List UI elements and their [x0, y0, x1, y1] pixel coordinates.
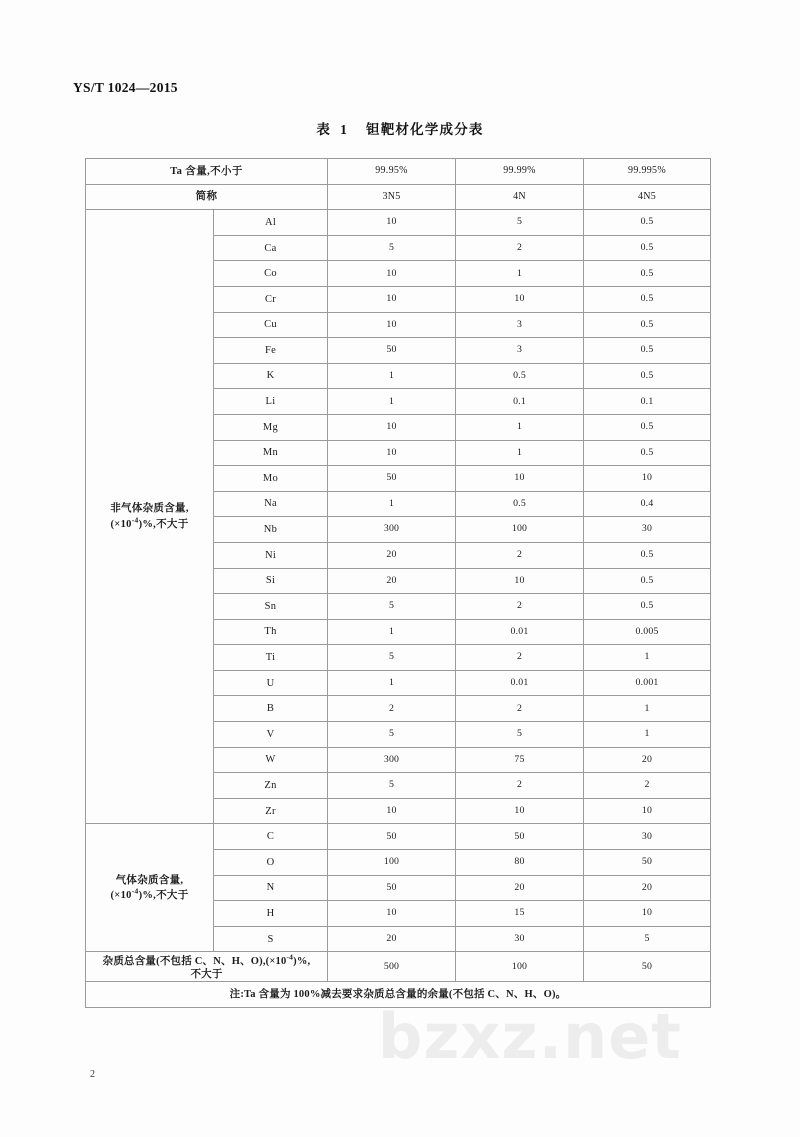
value-cell: 10 — [456, 286, 584, 312]
value-cell: 80 — [456, 850, 584, 876]
element-cell: O — [214, 850, 328, 876]
value-cell: 0.5 — [584, 286, 711, 312]
value-cell: 0.5 — [584, 235, 711, 261]
purity-value-cell-2: 99.99% — [456, 159, 584, 185]
value-cell: 100 — [328, 850, 456, 876]
value-cell: 10 — [584, 798, 711, 824]
value-cell: 50 — [328, 875, 456, 901]
value-cell: 1 — [328, 363, 456, 389]
value-cell: 10 — [328, 286, 456, 312]
value-cell: 10 — [456, 466, 584, 492]
value-cell: 5 — [328, 722, 456, 748]
value-cell: 10 — [328, 312, 456, 338]
value-cell: 1 — [584, 722, 711, 748]
element-cell: Al — [214, 210, 328, 236]
total-impurity-label — [86, 952, 328, 982]
table-row — [86, 210, 711, 236]
value-cell: 300 — [328, 747, 456, 773]
value-cell: 75 — [456, 747, 584, 773]
value-cell: 20 — [584, 747, 711, 773]
value-cell: 0.5 — [584, 440, 711, 466]
element-cell: Cu — [214, 312, 328, 338]
table-body — [86, 159, 711, 1008]
element-cell: H — [214, 901, 328, 927]
abbrev-value-cell-3: 4N5 — [584, 184, 711, 210]
element-cell: Ti — [214, 645, 328, 671]
table-caption-number: 1 — [340, 122, 349, 137]
element-cell: Mg — [214, 414, 328, 440]
element-cell: C — [214, 824, 328, 850]
element-cell: Zn — [214, 773, 328, 799]
total-value-cell: 500 — [328, 952, 456, 982]
table-header-row-abbrev — [86, 184, 711, 210]
section-label-line2: $(\times 10^{-4})\%$,不大于 — [110, 515, 189, 531]
value-cell: 50 — [584, 850, 711, 876]
value-cell: 10 — [328, 901, 456, 927]
value-cell: 30 — [584, 517, 711, 543]
table-row — [86, 824, 711, 850]
value-cell: 0.005 — [584, 619, 711, 645]
value-cell: 0.01 — [456, 670, 584, 696]
element-cell: S — [214, 926, 328, 952]
value-cell: 0.1 — [584, 389, 711, 415]
element-cell: Li — [214, 389, 328, 415]
element-cell: Ca — [214, 235, 328, 261]
value-cell: 0.01 — [456, 619, 584, 645]
chemical-composition-table-wrapper — [85, 158, 710, 1008]
value-cell: 2 — [328, 696, 456, 722]
element-cell: W — [214, 747, 328, 773]
value-cell: 5 — [456, 210, 584, 236]
value-cell: 5 — [328, 235, 456, 261]
element-cell: Fe — [214, 338, 328, 364]
value-cell: 2 — [456, 645, 584, 671]
purity-value-cell-1: 99.95% — [328, 159, 456, 185]
element-cell: K — [214, 363, 328, 389]
value-cell: 10 — [456, 798, 584, 824]
value-cell: 0.4 — [584, 491, 711, 517]
value-cell: 2 — [456, 696, 584, 722]
value-cell: 2 — [456, 773, 584, 799]
element-cell: Sn — [214, 594, 328, 620]
value-cell: 50 — [328, 824, 456, 850]
table-note-row — [86, 982, 711, 1008]
value-cell: 5 — [456, 722, 584, 748]
value-cell: 1 — [328, 491, 456, 517]
element-cell: N — [214, 875, 328, 901]
value-cell: 1 — [456, 440, 584, 466]
value-cell: 2 — [584, 773, 711, 799]
value-cell: 5 — [328, 594, 456, 620]
total-impurity-row — [86, 952, 711, 982]
section-label-line1: 气体杂质含量, — [115, 874, 184, 886]
section-label-line2: $(\times 10^{-4})\%$,不大于 — [110, 886, 189, 902]
value-cell: 30 — [456, 926, 584, 952]
abbrev-value-cell-1: 3N5 — [328, 184, 456, 210]
section-label-gaseous — [86, 824, 214, 952]
value-cell: 1 — [584, 645, 711, 671]
value-cell: 1 — [456, 261, 584, 287]
element-cell: Cr — [214, 286, 328, 312]
value-cell: 0.5 — [584, 542, 711, 568]
value-cell: 30 — [584, 824, 711, 850]
value-cell: 20 — [328, 542, 456, 568]
table-header-row-purity — [86, 159, 711, 185]
element-cell: B — [214, 696, 328, 722]
value-cell: 3 — [456, 338, 584, 364]
value-cell: 20 — [328, 926, 456, 952]
value-cell: 2 — [456, 235, 584, 261]
purity-label-cell: Ta 含量,不小于 — [86, 159, 328, 185]
standard-code-header: YS/T 1024—2015 — [73, 80, 178, 95]
value-cell: 0.5 — [584, 363, 711, 389]
section-label-line1: 非气体杂质含量, — [110, 503, 189, 515]
table-caption-title: 钽靶材化学成分表 — [366, 122, 484, 137]
value-cell: 0.5 — [584, 312, 711, 338]
value-cell: 3 — [456, 312, 584, 338]
table-note: 注:Ta 含量为 100%减去要求杂质总含量的余量(不包括 C、N、H、O)。 — [86, 982, 711, 1008]
value-cell: 100 — [456, 517, 584, 543]
value-cell: 1 — [328, 670, 456, 696]
value-cell: 5 — [328, 773, 456, 799]
element-cell: Th — [214, 619, 328, 645]
element-cell: Nb — [214, 517, 328, 543]
value-cell: 0.5 — [584, 568, 711, 594]
value-cell: 50 — [328, 466, 456, 492]
value-cell: 1 — [584, 696, 711, 722]
section-label-non-gaseous — [86, 210, 214, 824]
element-cell: V — [214, 722, 328, 748]
value-cell: 0.5 — [584, 594, 711, 620]
value-cell: 0.1 — [456, 389, 584, 415]
value-cell: 20 — [328, 568, 456, 594]
value-cell: 0.001 — [584, 670, 711, 696]
chemical-composition-table — [85, 158, 711, 1008]
element-cell: Co — [214, 261, 328, 287]
value-cell: 15 — [456, 901, 584, 927]
value-cell: 0.5 — [456, 491, 584, 517]
value-cell: 10 — [328, 261, 456, 287]
element-cell: U — [214, 670, 328, 696]
abbrev-value-cell-2: 4N — [456, 184, 584, 210]
watermark: bzxz.net — [378, 1000, 682, 1073]
value-cell: 50 — [456, 824, 584, 850]
purity-value-cell-3: 99.995% — [584, 159, 711, 185]
value-cell: 0.5 — [584, 414, 711, 440]
value-cell: 10 — [328, 798, 456, 824]
value-cell: 2 — [456, 542, 584, 568]
element-cell: Ni — [214, 542, 328, 568]
value-cell: 10 — [328, 440, 456, 466]
value-cell: 1 — [328, 619, 456, 645]
table-caption-prefix: 表 — [316, 122, 332, 137]
abbrev-label-cell: 简称 — [86, 184, 328, 210]
value-cell: 0.5 — [584, 338, 711, 364]
page-number: 2 — [90, 1069, 95, 1080]
value-cell: 1 — [456, 414, 584, 440]
total-label-line2: 不大于 — [190, 969, 223, 981]
value-cell: 10 — [328, 414, 456, 440]
value-cell: 10 — [456, 568, 584, 594]
value-cell: 1 — [328, 389, 456, 415]
value-cell: 20 — [584, 875, 711, 901]
value-cell: 50 — [328, 338, 456, 364]
value-cell: 10 — [584, 901, 711, 927]
value-cell: 5 — [584, 926, 711, 952]
total-label-line1: 杂质总含量(不包括 C、N、H、$O),(\times 10^{-4})\%$, — [102, 952, 311, 967]
element-cell: Mn — [214, 440, 328, 466]
value-cell: 300 — [328, 517, 456, 543]
total-value-cell: 100 — [456, 952, 584, 982]
value-cell: 0.5 — [584, 210, 711, 236]
total-value-cell: 50 — [584, 952, 711, 982]
value-cell: 10 — [584, 466, 711, 492]
element-cell: Na — [214, 491, 328, 517]
value-cell: 2 — [456, 594, 584, 620]
value-cell: 0.5 — [584, 261, 711, 287]
element-cell: Si — [214, 568, 328, 594]
table-caption — [0, 118, 800, 138]
value-cell: 0.5 — [456, 363, 584, 389]
value-cell: 5 — [328, 645, 456, 671]
value-cell: 10 — [328, 210, 456, 236]
value-cell: 20 — [456, 875, 584, 901]
element-cell: Mo — [214, 466, 328, 492]
element-cell: Zr — [214, 798, 328, 824]
